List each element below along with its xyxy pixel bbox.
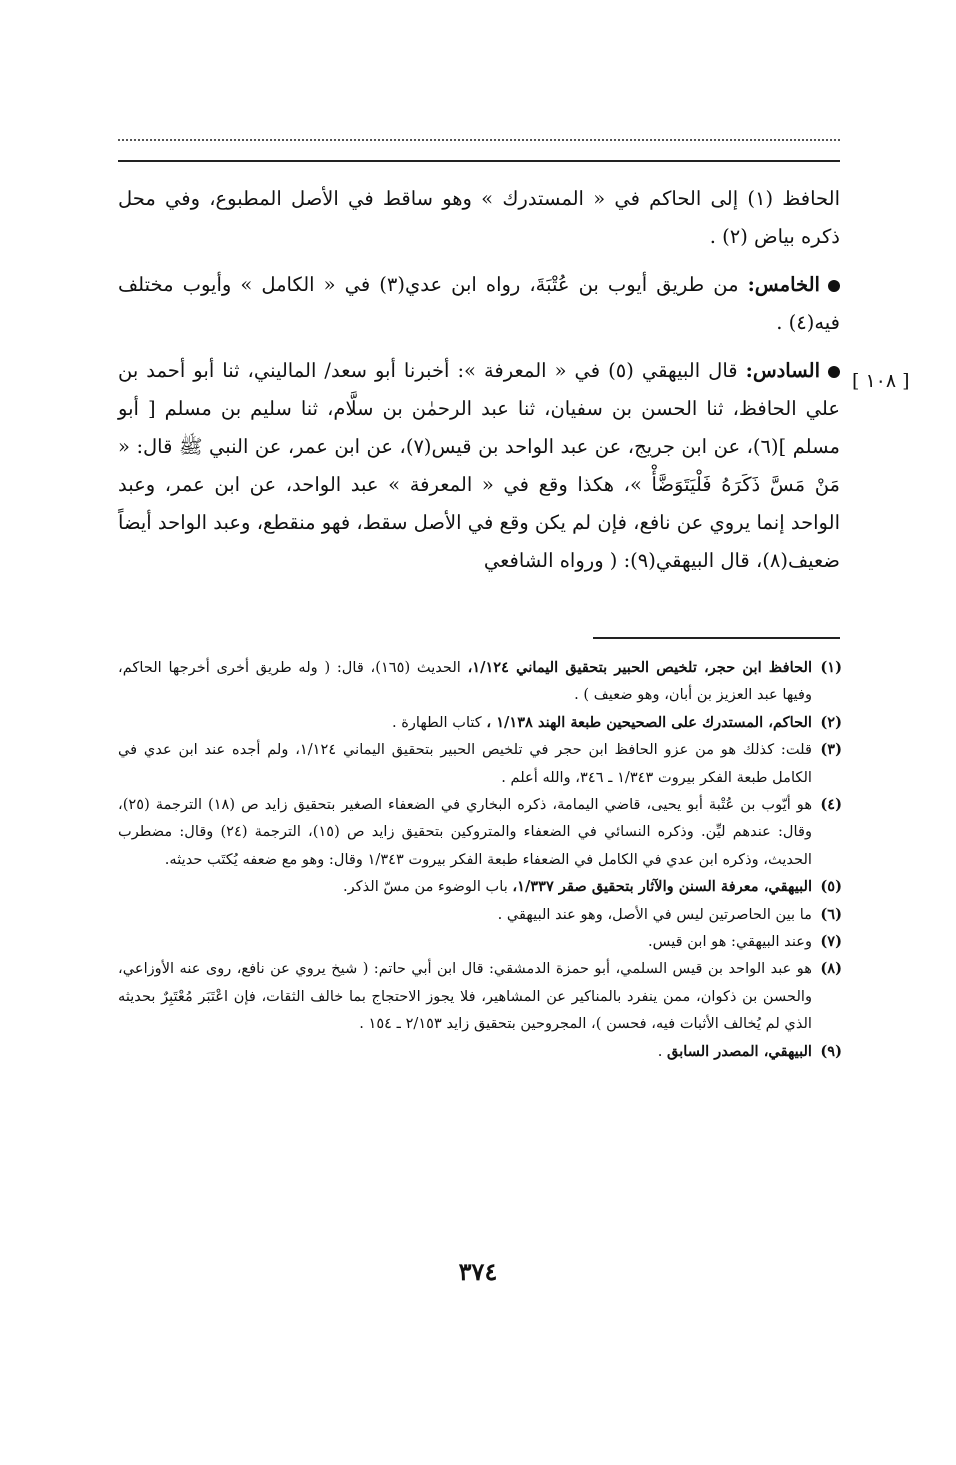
page-number: ٣٧٤ xyxy=(458,1257,498,1286)
footnotes xyxy=(118,654,842,1065)
footnote-body xyxy=(118,791,812,873)
footnote-1 xyxy=(118,654,842,709)
footnote-text: هو أيّوب بن عُتْبة أبو يحيى، قاضي اليمامة، ذكره البخاري في الضعفاء الصغير بتحقيق زايد ص (١٨) الترجمة (٢٥)، وقال: عندهم ليِّن. وذكره النسائي في الضعفاء والمتروكين بتحقيق زايد ص (١٥)، الترجمة (٢٤) وقال: مضطرب الحديث، وذكره ابن عدي في الكامل في الضعفاء طبعة الفكر بيروت ١/٣٤٣ وقال: وهو مع ضعفه يُكتَب حديثه. xyxy=(118,796,813,868)
footnote-body xyxy=(118,928,812,955)
footnote-text: الحديث (١٦٥)، قال: ( وله طريق أخرى أخرجها الحاكم، وفيها عبد العزيز بن أبان، وهو ضعيف ) . xyxy=(118,659,812,704)
footnote-2 xyxy=(118,709,842,736)
footnote-separator xyxy=(593,637,840,639)
paragraph-3 xyxy=(118,352,840,580)
main-text xyxy=(118,180,840,580)
top-dotted-line xyxy=(118,139,840,141)
footnote-text: هو عبد الواحد بن قيس السلمي، أبو حمزة الدمشقي: قال ابن أبي حاتم: ( شيخ يروي عن نافع، روى عنه الأوزاعي، والحسن بن ذكوان، ممن ينفرد بالمناكير عن المشاهير، فلا يجوز الاحتجاج بما خالف الثقات، فإن اعْتَبَر مُعْتَبِرٌ بحديثه الذي لم يُخالف الأثبات فيه، فحسن )، المجروحين بتحقيق زايد ٢/١٥٣ ـ ١٥٤ . xyxy=(118,960,812,1033)
footnote-bold: البيهقي، معرفة السنن والآثار بتحقيق صقر ١/٣٣٧، xyxy=(512,878,812,896)
footnote-number: (٦) xyxy=(820,905,842,923)
footnote-number: (٥) xyxy=(820,878,842,896)
footnote-body xyxy=(118,1038,812,1065)
footnote-bold: البيهقي، المصدر السابق xyxy=(667,1042,812,1060)
footnote-body xyxy=(118,901,812,928)
footnote-8 xyxy=(118,955,842,1037)
footnote-body xyxy=(118,873,812,900)
footnote-number: (٨) xyxy=(820,960,842,978)
footnote-body xyxy=(118,709,812,736)
footnote-body xyxy=(118,955,812,1037)
footnote-text: . xyxy=(657,1042,668,1060)
footnote-3 xyxy=(118,736,842,791)
footnote-number: (٧) xyxy=(820,933,842,951)
paragraph-2-lead: الخامس: xyxy=(747,273,820,296)
footnote-text: كتاب الطهارة . xyxy=(391,713,487,731)
footnote-4 xyxy=(118,791,842,873)
paragraph-2-text: من طريق أيوب بن عُتْبَةَ، رواه ابن عدي(٣) في « الكامل » وأيوب مختلف فيه(٤) . xyxy=(118,273,840,334)
footnote-text: وعند البيهقي: هو ابن قيس. xyxy=(648,933,812,951)
footnote-5 xyxy=(118,873,842,900)
bullet-icon xyxy=(828,366,840,378)
footnote-9 xyxy=(118,1038,842,1065)
footnote-number: (٩) xyxy=(820,1042,842,1060)
footnote-text: ما بين الحاصرتين ليس في الأصل، وهو عند البيهقي . xyxy=(497,905,812,923)
footnote-body xyxy=(118,654,812,709)
bullet-icon xyxy=(828,280,840,292)
footnote-number: (٣) xyxy=(820,741,842,759)
paragraph-1: الحافظ (١) إلى الحاكم في « المستدرك » وهو ساقط في الأصل المطبوع، وفي محل ذكره بياض (٢) . xyxy=(118,187,841,248)
top-rule xyxy=(118,160,840,162)
footnote-text: قلت: كذلك هو من عزو الحافظ ابن حجر في تلخيص الحبير بتحقيق اليماني ١/١٢٤، ولم أجده عند ابن عدي في الكامل طبعة الفكر بيروت ١/٣٤٣ ـ ٣٤٦، والله أعلم . xyxy=(118,741,812,786)
paragraph-3-lead: السادس: xyxy=(745,359,821,382)
footnote-7 xyxy=(118,928,842,955)
footnote-6 xyxy=(118,901,842,928)
footnote-body xyxy=(118,736,812,791)
footnote-bold: الحاكم، المستدرك على الصحيحين طبعة الهند ١/١٣٨ ، xyxy=(486,713,812,731)
footnote-number: (٤) xyxy=(820,796,842,814)
footnote-number: (١) xyxy=(820,659,842,676)
footnote-text: باب الوضوء من مسّ الذكر. xyxy=(342,878,513,896)
margin-page-reference: [ ١٠٨ ] xyxy=(852,370,910,392)
footnote-bold: الحافظ ابن حجر، تلخيص الحبير بتحقيق اليماني ١/١٢٤، xyxy=(467,659,812,676)
paragraph-2 xyxy=(118,266,840,342)
footnote-number: (٢) xyxy=(820,713,842,731)
paragraph-3-text: قال البيهقي (٥) في « المعرفة »: أخبرنا أبو سعد/ الماليني، ثنا أبو أحمد بن علي الحافظ، ثنا الحسن بن سفيان، ثنا عبد الرحمٰن بن سلَّام، ثنا سليم بن مسلم [ أبو مسلم ](٦)، عن ابن جريج، عن عبد الواحد بن قيس(٧)، عن ابن عمر، عن النبي ﷺ قال: « مَنْ مَسَّ ذَكَرَهُ فَلْيَتَوَضَّأْ »، هكذا وقع في « المعرفة » عبد الواحد، عن ابن عمر، وعبد الواحد إنما يروي عن نافع، فإن لم يكن وقع في الأصل سقط، فهو منقطع، وعبد الواحد أيضاً ضعيف(٨)، قال البيهقي(٩): ( ورواه الشافعي xyxy=(118,359,840,572)
